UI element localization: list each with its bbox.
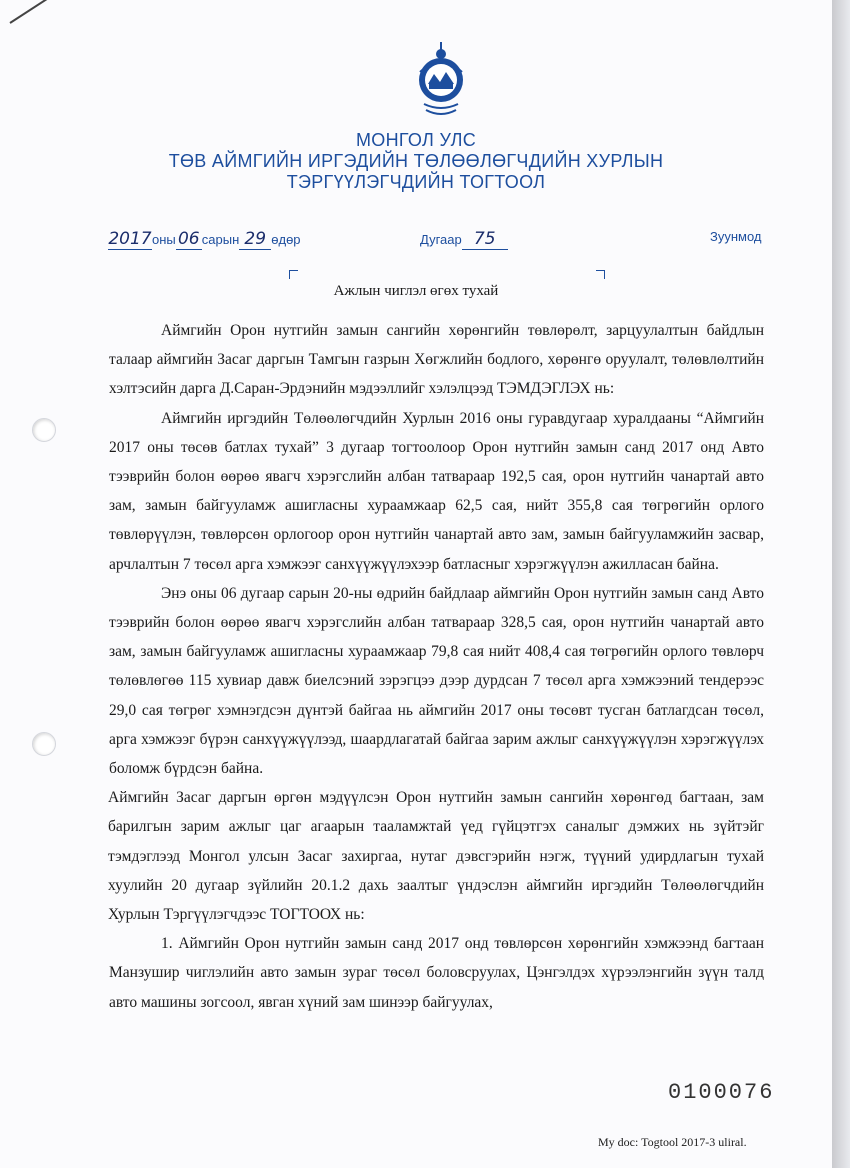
page-edge-shadow	[832, 0, 850, 1168]
body-paragraph-5: 1. Аймгийн Орон нутгийн замын санд 2017 онд төвлөрсөн хөрөнгийн хэмжээнд багтаан Манзушир чиглэлийн авто замын зураг төсөл боловсруулах, Цэнгэлдэх хүрээлэнгийн зүүн талд авто машины зогсоол, явган хүний зам шинээр байгуулах,	[109, 935, 764, 1011]
date-field	[108, 229, 301, 250]
place-name: Зуунмод	[710, 229, 762, 244]
date-month: 06	[176, 229, 202, 250]
body-paragraph-1: Аймгийн Орон нутгийн замын сангийн хөрөнгийн төвлөрөлт, зарцуулалтын байдлын талаар аймгийн Засаг даргын Тамгын газрын Хөгжлийн бодлого, хөрөнгө оруулалт, төлөвлөлтийн хэлтэсийн дарга Д.Саран-Эрдэнийн мэдээллийг хэлэлцээд ТЭМДЭГЛЭХ нь:	[109, 322, 764, 398]
number-label: Дугаар	[420, 232, 462, 247]
punch-hole-bottom	[32, 732, 56, 756]
footer-doc-reference: My doc: Togtool 2017-3 uliral.	[598, 1135, 747, 1149]
date-year: 2017	[108, 229, 152, 249]
subject-bracket-right	[596, 270, 605, 279]
header-line-2: ТӨВ АЙМГИЙН ИРГЭДИЙН ТӨЛӨӨЛӨГЧДИЙН ХУРЛЫН	[168, 151, 664, 171]
header-line-3: ТЭРГҮҮЛЭГЧДИЙН ТОГТООЛ	[286, 172, 546, 192]
document-number: 75	[462, 229, 508, 250]
document-subject: Ажлын чиглэл өгөх тухай	[333, 283, 499, 299]
body-paragraph-3: Энэ оны 06 дугаар сарын 20-ны өдрийн байдлаар аймгийн Орон нутгийн замын санд Авто тээврийн болон өөрөө явагч хэрэгслийн албан татвараар 328,5 сая, орон нутгийн чанартай авто зам, замын байгууламж ашигласны хураамжаар 79,8 сая нийт 408,4 сая төгрөгийн орлого төвлөрч төлөвлөгөө 115 хувиар давж биелсэний зэрэгцээ дээр дурдсан 7 төсөл арга хэмжээний тендерээс 29,0 сая төгрөг хэмнэгдсэн дүнтэй байгаа нь аймгийн 2017 оны төсөвт тусган батлагдсан төсөл, арга хэмжээг бүрэн санхүүжүүлээд, шаардлагатай байгаа зарим ажлыг санхүүжүүлэн хэрэгжүүлэх боломж бүрдсэн байна.	[109, 584, 764, 778]
date-day: 29	[239, 229, 271, 250]
document-body	[109, 316, 764, 1017]
pen-mark	[9, 0, 49, 24]
header-line-1: МОНГОЛ УЛС	[356, 130, 476, 150]
state-emblem-icon	[410, 38, 472, 120]
date-month-suffix: сарын	[201, 232, 240, 247]
punch-hole-top	[32, 418, 56, 442]
body-paragraph-2: Аймгийн иргэдийн Төлөөлөгчдийн Хурлын 2016 оны гуравдугаар хуралдааны “Аймгийн 2017 оны төсөв батлах тухай” 3 дугаар тогтоолоор Орон нутгийн замын санд 2017 онд Авто тээврийн болон өөрөө явагч хэрэгслийн албан татвараар 192,5 сая, орон нутгийн чанартай авто зам, замын байгууламж ашигласны хураамжаар 62,5 сая, нийт 355,8 сая төгрөгийн орлого төвлөрүүлэн, төвлөрсөн орлогоор орон нутгийн чанартай авто зам, замын байгууламжийн засвар, арчлалтын 7 төсөл арга хэмжээг санхүүжүүлэхээр батласныг хэрэгжүүлэн ажилласан байна.	[109, 409, 764, 573]
subject-bracket-left	[289, 270, 298, 279]
number-field	[420, 229, 508, 250]
date-year-suffix: оны	[152, 232, 176, 247]
date-day-suffix: өдөр	[271, 232, 301, 247]
stamp-number: 0100076	[668, 1080, 775, 1105]
body-paragraph-4: Аймгийн Засаг даргын өргөн мэдүүлсэн Орон нутгийн замын сангийн хөрөнгөд багтаан, зам барилгын зарим ажлыг цаг агаарын тааламжтай үед гүйцэтгэх саналыг дэмжих нь зүйтэйг тэмдэглээд Монгол улсын Засаг захиргаа, нутаг дэвсгэрийн нэгж, түүний удирдлагын тухай хуулийн 20 дугаар зүйлийн 20.1.2 дахь заалтыг үндэслэн аймгийн иргэдийн Төлөөлөгчдийн Хурлын Тэргүүлэгчдээс ТОГТООХ нь:	[108, 789, 764, 924]
